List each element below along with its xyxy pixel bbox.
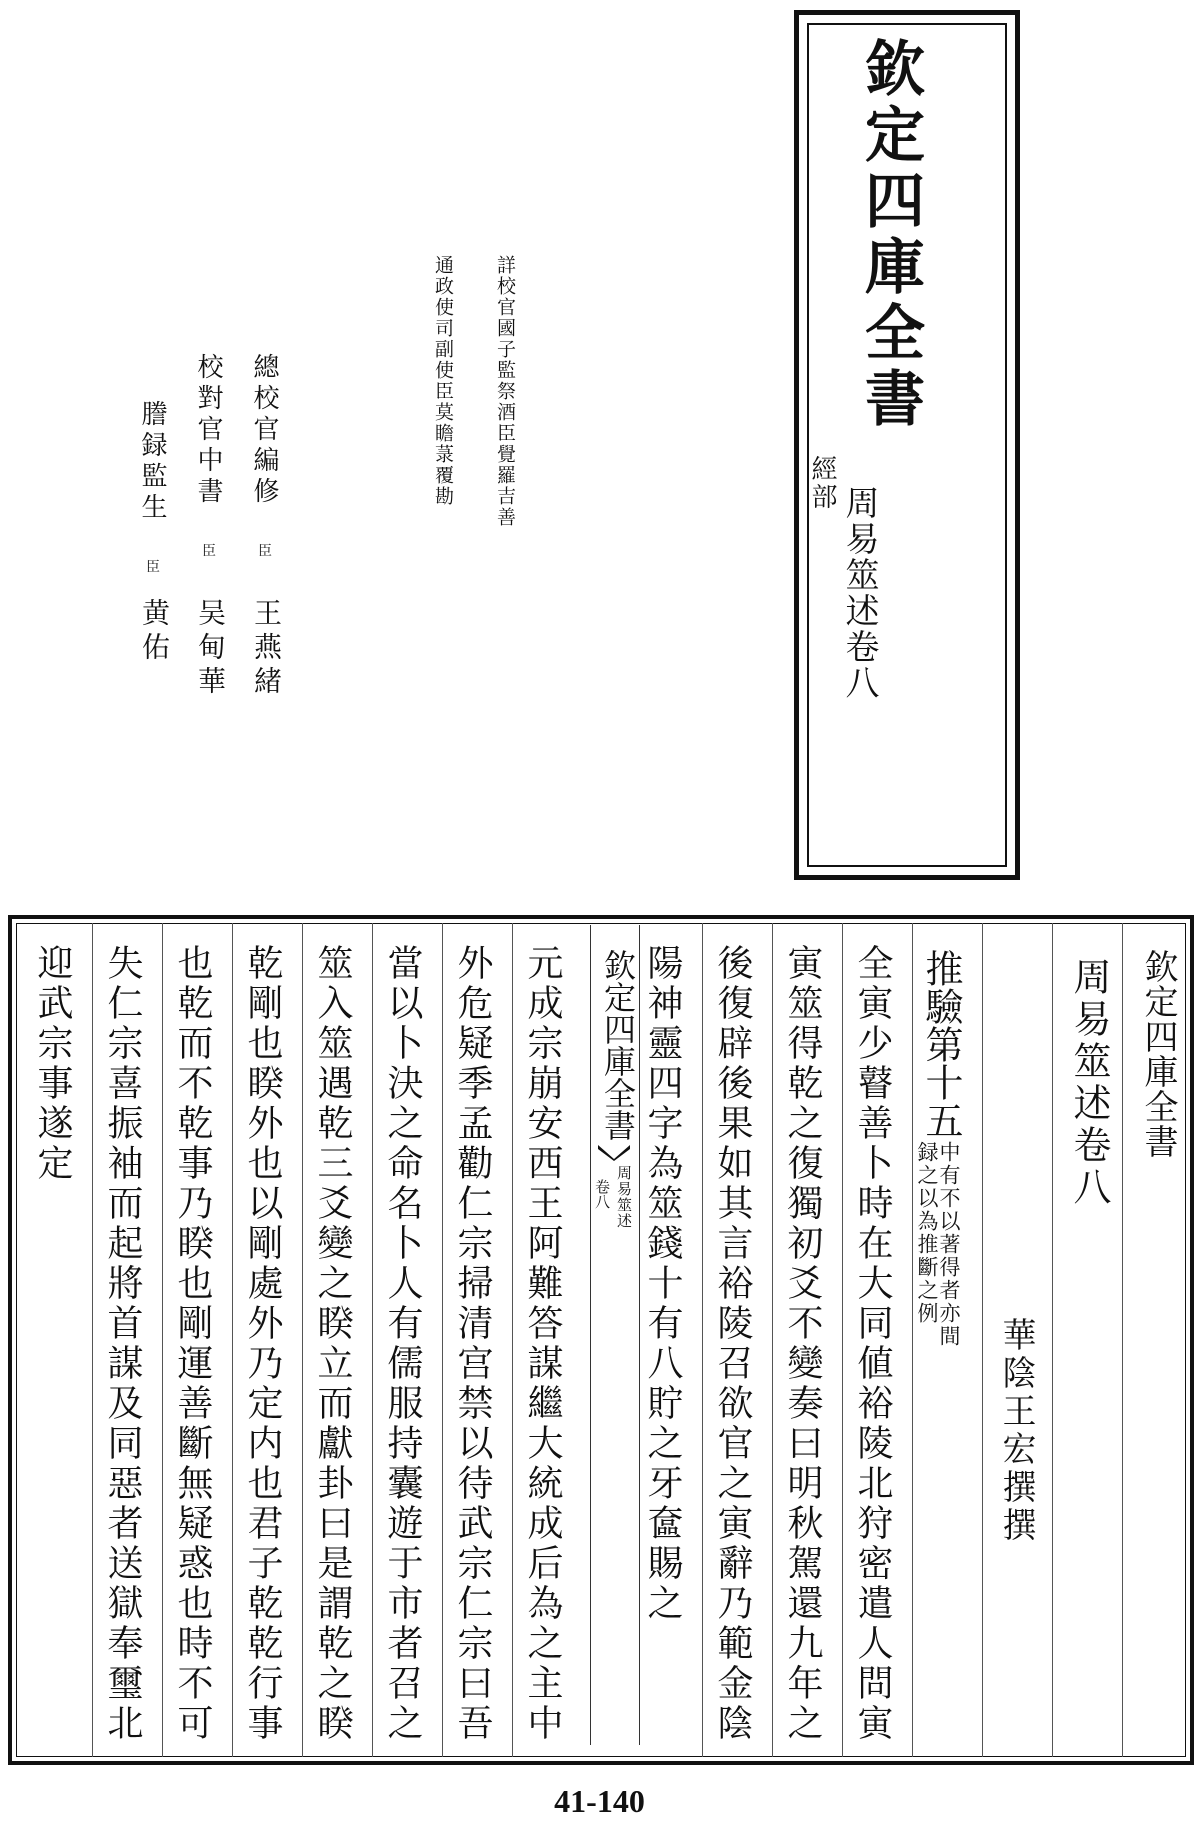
text-column: 寅筮得乾之復獨初爻不變奏曰明秋駕還九年之 [782, 944, 823, 1744]
page-book-title: 周易筮述卷八 [1067, 957, 1111, 1209]
column-rule [1122, 923, 1123, 1757]
credit-subject: 臣 [256, 543, 272, 562]
column-rule [232, 923, 233, 1757]
text-column: 失仁宗喜振袖而起將首謀及同惡者送獄奉璽北 [102, 944, 143, 1744]
page-number: 41-140 [554, 1783, 645, 1819]
fold-book-title: 周易筮述 [615, 1165, 633, 1229]
text-column: 外危疑季孟勸仁宗掃清宫禁以待武宗仁宗曰吾 [452, 944, 493, 1744]
fold-collection-title: 欽定四庫全書 [599, 949, 637, 1141]
credit-title: 總校官編修 [249, 353, 279, 508]
column-rule [772, 923, 773, 1757]
column-rule [92, 923, 93, 1757]
text-page [8, 915, 1194, 1765]
title-slip [794, 10, 1020, 880]
column-rule [302, 923, 303, 1757]
text-column: 筮入筮遇乾三爻變之睽立而獻卦曰是謂乾之睽 [312, 944, 353, 1744]
column-rule [442, 923, 443, 1757]
section-heading: 推驗第十五 [919, 949, 963, 1139]
text-column: 乾剛也睽外也以剛處外乃定内也君子乾乾行事 [242, 944, 283, 1744]
text-column: 迎武宗事遂定 [32, 944, 73, 1184]
section-note-right: 中有不以著得者亦間 [937, 1141, 962, 1348]
credit-title: 謄録監生 [137, 400, 167, 524]
fold-fish-tail-mark [598, 1145, 630, 1161]
column-rule [1052, 923, 1053, 1757]
column-rule [512, 923, 513, 1757]
text-column: 當以卜決之命名卜人有儒服持囊遊于市者召之 [382, 944, 423, 1744]
column-rule [842, 923, 843, 1757]
credit-subject: 臣 [200, 543, 216, 562]
credit-proofreader: 詳校官國子監祭酒臣覺羅吉善 [494, 255, 516, 528]
column-rule [912, 923, 913, 1757]
column-rule [982, 923, 983, 1757]
text-column: 元成宗崩安西王阿難答謀繼大統成后為之主中 [522, 944, 563, 1744]
credit-collator-name: 吴甸華 [194, 598, 227, 700]
credit-title: 校對官中書 [193, 353, 223, 508]
text-column: 陽神靈四字為筮錢十有八貯之牙奩賜之 [642, 944, 683, 1624]
credit-copyist-name: 黄佑 [138, 598, 171, 666]
page-author: 華陰王宏撰撰 [996, 1317, 1036, 1545]
text-column: 全寅少瞽善卜時在大同値裕陵北狩密遣人問寅 [852, 944, 893, 1744]
text-column: 後復辟後果如其言裕陵召欲官之寅辭乃範金陰 [712, 944, 753, 1744]
title-slip-book: 周易筮述卷八 [839, 485, 879, 701]
credit-chief-editor-name: 王燕緒 [250, 598, 283, 700]
title-slip-part: 經部 [807, 455, 837, 511]
text-column: 也乾而不乾事乃睽也剛運善斷無疑惑也時不可 [172, 944, 213, 1744]
title-slip-collection: 欽定四庫全書 [855, 37, 925, 433]
page-collection-title: 欽定四庫全書 [1138, 949, 1178, 1159]
credit-chief-editor-title [246, 353, 283, 562]
column-rule [162, 923, 163, 1757]
credit-copyist-title [134, 400, 171, 578]
column-rule [372, 923, 373, 1757]
column-rule [702, 923, 703, 1757]
fold-juan: 卷八 [593, 1179, 611, 1209]
section-note-left: 録之以為推斷之例 [915, 1141, 940, 1325]
credit-subject: 臣 [144, 559, 160, 578]
credit-reviewer: 通政使司副使臣莫瞻菉覆勘 [432, 255, 454, 507]
credit-collator-title [190, 353, 227, 562]
